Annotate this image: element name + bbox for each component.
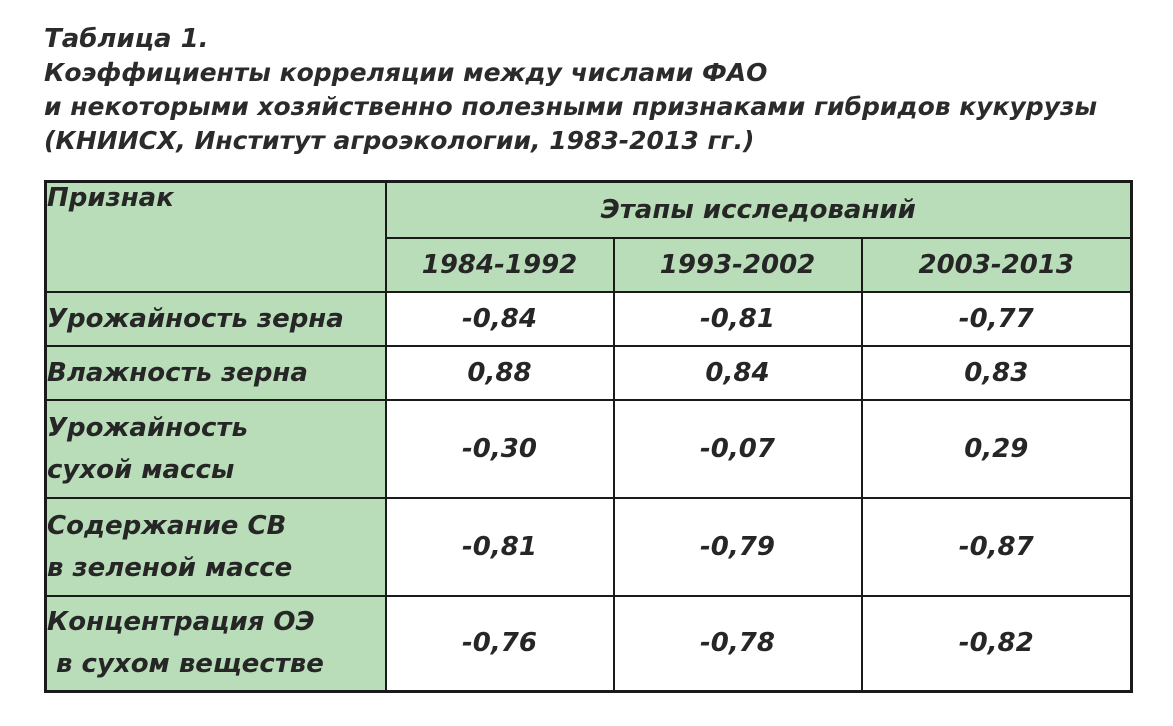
header-period-3: 2003-2013	[862, 238, 1132, 292]
row-label-line: в сухом веществе	[47, 649, 324, 680]
table-cell: -0,07	[614, 400, 862, 498]
table-row	[46, 346, 1132, 400]
row-label-line: Влажность зерна	[47, 357, 308, 388]
correlation-table	[44, 180, 1133, 693]
row-label-line: Урожайность зерна	[47, 303, 344, 334]
header-period-2: 1993-2002	[614, 238, 862, 292]
table-row	[46, 596, 1132, 692]
table-cell: 0,84	[614, 346, 862, 400]
table-cell: -0,82	[862, 596, 1132, 692]
row-label	[46, 596, 386, 692]
caption-title-line-2: и некоторыми хозяйственно полезными признаками гибридов кукурузы	[44, 92, 1098, 121]
table-cell: -0,84	[386, 292, 614, 346]
row-label-line: Урожайность	[47, 412, 248, 443]
table-cell: -0,79	[614, 498, 862, 596]
table-row	[46, 292, 1132, 346]
table-row	[46, 400, 1132, 498]
table-cell: 0,83	[862, 346, 1132, 400]
table-cell: -0,76	[386, 596, 614, 692]
table-cell: -0,81	[386, 498, 614, 596]
table-cell: 0,29	[862, 400, 1132, 498]
caption-title-line-1: Коэффициенты корреляции между числами ФАО	[44, 58, 768, 87]
caption-source-line: (КНИИСХ, Институт агроэкологии, 1983-2013 гг.)	[44, 126, 755, 155]
header-research-stages: Этапы исследований	[386, 182, 1132, 238]
row-label	[46, 346, 386, 400]
caption-table-number: Таблица 1.	[44, 24, 209, 54]
table-cell: -0,78	[614, 596, 862, 692]
row-label-line: в зеленой массе	[47, 552, 293, 583]
row-label	[46, 498, 386, 596]
table-cell: -0,30	[386, 400, 614, 498]
row-label-line: Содержание СВ	[47, 510, 287, 541]
table-row	[46, 498, 1132, 596]
table-cell: -0,87	[862, 498, 1132, 596]
header-period-1: 1984-1992	[386, 238, 614, 292]
table-cell: -0,77	[862, 292, 1132, 346]
table-cell: -0,81	[614, 292, 862, 346]
row-label-line: сухой массы	[47, 454, 235, 485]
row-label	[46, 400, 386, 498]
header-feature: Признак	[46, 182, 386, 292]
table-cell: 0,88	[386, 346, 614, 400]
table-caption	[44, 22, 1144, 158]
row-label	[46, 292, 386, 346]
row-label-line: Концентрация ОЭ	[47, 607, 315, 638]
